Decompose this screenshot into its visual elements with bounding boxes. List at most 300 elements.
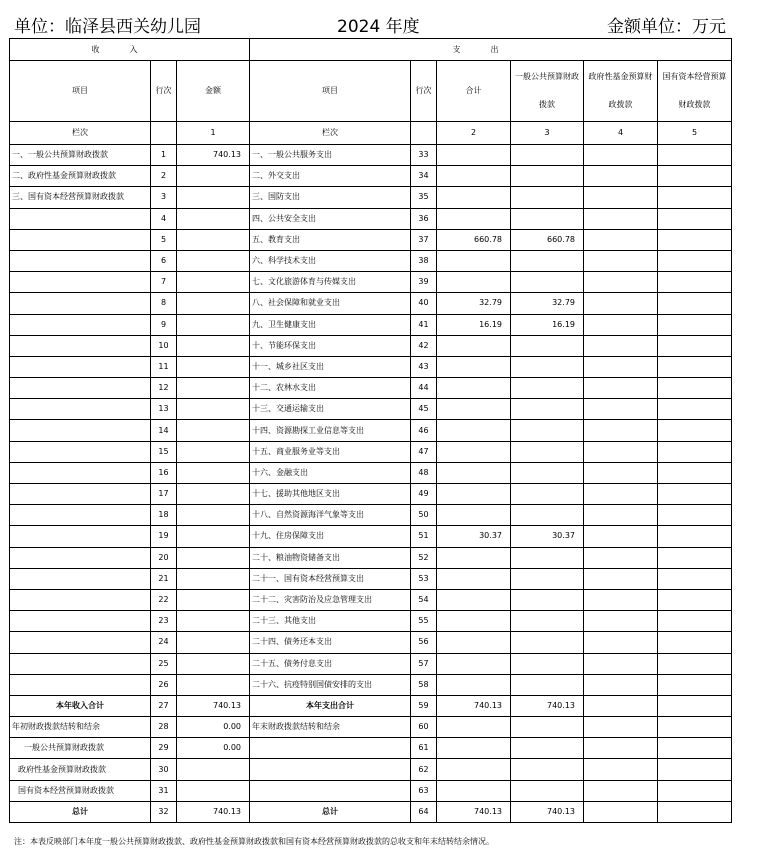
expense-general: [511, 250, 584, 271]
expense-general: [511, 399, 584, 420]
expense-gov-fund: [584, 250, 658, 271]
expense-general: [511, 589, 584, 610]
income-row-no: 22: [151, 589, 177, 610]
expense-state-capital: [658, 674, 732, 695]
expense-total: [437, 420, 511, 441]
income-item: [10, 229, 151, 250]
table-row: [10, 780, 732, 801]
income-row-no: 14: [151, 420, 177, 441]
income-item: [10, 568, 151, 589]
table-row: [10, 611, 732, 632]
expense-item: [250, 738, 411, 759]
income-row-no: 29: [151, 738, 177, 759]
expense-general: [511, 547, 584, 568]
income-item: [10, 653, 151, 674]
expense-row-no: 64: [411, 801, 437, 822]
expense-general: [511, 187, 584, 208]
expense-general: [511, 145, 584, 166]
expense-general: [511, 674, 584, 695]
income-row-no: 1: [151, 145, 177, 166]
expense-total: [437, 568, 511, 589]
expense-state-capital: [658, 272, 732, 293]
expense-state-capital: [658, 314, 732, 335]
expense-total: [437, 462, 511, 483]
expense-total: [437, 166, 511, 187]
expense-row-no: 60: [411, 717, 437, 738]
table-row: [10, 547, 732, 568]
expense-state-capital: [658, 166, 732, 187]
col-header-income-item: 项目: [10, 61, 151, 122]
expense-item: 二、外交支出: [250, 166, 411, 187]
income-item: [10, 611, 151, 632]
income-row-no: 4: [151, 208, 177, 229]
expense-item: 二十三、其他支出: [250, 611, 411, 632]
expense-general: [511, 166, 584, 187]
col-index-blank: [411, 122, 437, 145]
expense-gov-fund: [584, 399, 658, 420]
table-row: [10, 717, 732, 738]
expense-state-capital: [658, 229, 732, 250]
income-item: [10, 293, 151, 314]
expense-total: [437, 547, 511, 568]
income-section-header: 收入: [10, 39, 250, 61]
expense-state-capital: [658, 611, 732, 632]
expense-item: 二十一、国有资本经营预算支出: [250, 568, 411, 589]
income-item: 国有资本经营预算财政拨款: [10, 780, 151, 801]
expense-total: [437, 441, 511, 462]
expense-total: [437, 399, 511, 420]
col-header-general: 一般公共预算财政拨款: [511, 61, 584, 122]
expense-gov-fund: [584, 378, 658, 399]
expense-state-capital: [658, 335, 732, 356]
income-amount: 740.13: [177, 801, 250, 822]
expense-general: [511, 738, 584, 759]
expense-row-no: 41: [411, 314, 437, 335]
expense-row-no: 34: [411, 166, 437, 187]
col-index-label: 栏次: [10, 122, 151, 145]
income-row-no: 20: [151, 547, 177, 568]
expense-total: [437, 187, 511, 208]
expense-general: [511, 420, 584, 441]
expense-gov-fund: [584, 611, 658, 632]
expense-total: 16.19: [437, 314, 511, 335]
expense-row-no: 44: [411, 378, 437, 399]
col-header-expense-item: 项目: [250, 61, 411, 122]
expense-item: 二十二、灾害防治及应急管理支出: [250, 589, 411, 610]
expense-gov-fund: [584, 272, 658, 293]
expense-state-capital: [658, 526, 732, 547]
income-amount: 740.13: [177, 695, 250, 716]
income-amount: [177, 505, 250, 526]
income-item: 总计: [10, 801, 151, 822]
income-amount: [177, 314, 250, 335]
income-amount: [177, 484, 250, 505]
expense-row-no: 38: [411, 250, 437, 271]
report-header: [14, 12, 734, 36]
expense-item: 五、教育支出: [250, 229, 411, 250]
expense-gov-fund: [584, 484, 658, 505]
expense-row-no: 50: [411, 505, 437, 526]
expense-gov-fund: [584, 568, 658, 589]
expense-state-capital: [658, 484, 732, 505]
expense-row-no: 45: [411, 399, 437, 420]
income-amount: [177, 335, 250, 356]
expense-state-capital: [658, 780, 732, 801]
table-row: [10, 653, 732, 674]
expense-total: [437, 589, 511, 610]
expense-item: 总计: [250, 801, 411, 822]
income-row-no: 26: [151, 674, 177, 695]
expense-state-capital: [658, 208, 732, 229]
expense-state-capital: [658, 505, 732, 526]
income-item: 二、政府性基金预算财政拨款: [10, 166, 151, 187]
income-amount: [177, 547, 250, 568]
income-amount: [177, 611, 250, 632]
table-row: [10, 187, 732, 208]
income-amount: [177, 759, 250, 780]
expense-general: 16.19: [511, 314, 584, 335]
expense-general: [511, 759, 584, 780]
income-amount: [177, 526, 250, 547]
income-item: [10, 208, 151, 229]
expense-general: [511, 505, 584, 526]
table-row: [10, 462, 732, 483]
expense-item: [250, 759, 411, 780]
table-row: [10, 568, 732, 589]
expense-item: 十五、商业服务业等支出: [250, 441, 411, 462]
income-row-no: 28: [151, 717, 177, 738]
expense-item: 十八、自然资源海洋气象等支出: [250, 505, 411, 526]
expense-total: 740.13: [437, 801, 511, 822]
expense-item: 年末财政拨款结转和结余: [250, 717, 411, 738]
expense-gov-fund: [584, 293, 658, 314]
expense-total: [437, 145, 511, 166]
expense-gov-fund: [584, 462, 658, 483]
expense-total: [437, 356, 511, 377]
income-item: [10, 674, 151, 695]
unit-label: 单位：临泽县西关幼儿园: [14, 17, 201, 37]
table-row: [10, 356, 732, 377]
expense-item: 八、社会保障和就业支出: [250, 293, 411, 314]
expense-general: [511, 335, 584, 356]
expense-row-no: 42: [411, 335, 437, 356]
expense-item: 十三、交通运输支出: [250, 399, 411, 420]
expense-state-capital: [658, 145, 732, 166]
table-row: [10, 484, 732, 505]
table-row: [10, 695, 732, 716]
table-row: [10, 505, 732, 526]
income-row-no: 18: [151, 505, 177, 526]
expense-gov-fund: [584, 759, 658, 780]
expense-general: [511, 568, 584, 589]
income-amount: [177, 293, 250, 314]
expense-state-capital: [658, 378, 732, 399]
income-row-no: 9: [151, 314, 177, 335]
expense-state-capital: [658, 801, 732, 822]
expense-gov-fund: [584, 166, 658, 187]
income-item: [10, 589, 151, 610]
expense-item: 十七、援助其他地区支出: [250, 484, 411, 505]
income-amount: [177, 378, 250, 399]
income-row-no: 17: [151, 484, 177, 505]
expense-gov-fund: [584, 632, 658, 653]
expense-total: [437, 505, 511, 526]
expense-state-capital: [658, 250, 732, 271]
expense-general: [511, 208, 584, 229]
income-item: [10, 632, 151, 653]
expense-row-no: 39: [411, 272, 437, 293]
table-row: [10, 250, 732, 271]
expense-general: [511, 780, 584, 801]
income-row-no: 12: [151, 378, 177, 399]
expense-gov-fund: [584, 547, 658, 568]
expense-item: 二十四、债务还本支出: [250, 632, 411, 653]
expense-total: 32.79: [437, 293, 511, 314]
expense-total: 660.78: [437, 229, 511, 250]
income-item: [10, 420, 151, 441]
table-row: [10, 145, 732, 166]
expense-item: 二十五、债务付息支出: [250, 653, 411, 674]
table-row: [10, 208, 732, 229]
table-row: [10, 738, 732, 759]
expense-total: [437, 208, 511, 229]
col-index-label-expense: 栏次: [250, 122, 411, 145]
expense-gov-fund: [584, 526, 658, 547]
expense-gov-fund: [584, 674, 658, 695]
expense-row-no: 54: [411, 589, 437, 610]
income-item: 本年收入合计: [10, 695, 151, 716]
expense-gov-fund: [584, 695, 658, 716]
income-row-no: 23: [151, 611, 177, 632]
col-index-blank: [151, 122, 177, 145]
income-amount: [177, 589, 250, 610]
expense-gov-fund: [584, 801, 658, 822]
col-header-state-capital: 国有资本经营预算财政拨款: [658, 61, 732, 122]
expense-general: [511, 717, 584, 738]
income-row-no: 7: [151, 272, 177, 293]
table-row: [10, 759, 732, 780]
expense-row-no: 52: [411, 547, 437, 568]
expense-total: [437, 674, 511, 695]
income-row-no: 16: [151, 462, 177, 483]
expense-total: [437, 653, 511, 674]
money-unit-label: 金额单位：万元: [607, 17, 726, 37]
table-body: [10, 145, 732, 823]
income-amount: [177, 568, 250, 589]
expense-row-no: 46: [411, 420, 437, 441]
expense-state-capital: [658, 356, 732, 377]
income-row-no: 19: [151, 526, 177, 547]
income-row-no: 32: [151, 801, 177, 822]
expense-general: [511, 484, 584, 505]
income-amount: [177, 272, 250, 293]
income-row-no: 6: [151, 250, 177, 271]
expense-item: 十九、住房保障支出: [250, 526, 411, 547]
table-row: [10, 293, 732, 314]
expense-total: [437, 759, 511, 780]
expense-item: 六、科学技术支出: [250, 250, 411, 271]
table-row: [10, 166, 732, 187]
income-row-no: 3: [151, 187, 177, 208]
table-row: [10, 526, 732, 547]
income-amount: [177, 356, 250, 377]
expense-item: 十四、资源勘探工业信息等支出: [250, 420, 411, 441]
income-item: [10, 378, 151, 399]
expense-row-no: 40: [411, 293, 437, 314]
expense-item: 十六、金融支出: [250, 462, 411, 483]
expense-item: 二十、粮油物资储备支出: [250, 547, 411, 568]
expense-total: [437, 738, 511, 759]
expense-state-capital: [658, 653, 732, 674]
income-item: 一般公共预算财政拨款: [10, 738, 151, 759]
expense-item: 四、公共安全支出: [250, 208, 411, 229]
expense-state-capital: [658, 738, 732, 759]
income-amount: [177, 187, 250, 208]
expense-total: [437, 378, 511, 399]
income-amount: [177, 653, 250, 674]
expense-row-no: 59: [411, 695, 437, 716]
table-row: [10, 589, 732, 610]
income-item: 政府性基金预算财政拨款: [10, 759, 151, 780]
expense-total: 740.13: [437, 695, 511, 716]
expense-row-no: 63: [411, 780, 437, 801]
expense-gov-fund: [584, 738, 658, 759]
financial-summary-table: [9, 38, 732, 823]
expense-general: 32.79: [511, 293, 584, 314]
expense-row-no: 49: [411, 484, 437, 505]
table-row: [10, 674, 732, 695]
expense-gov-fund: [584, 208, 658, 229]
expense-section-header: 支出: [250, 39, 732, 61]
expense-state-capital: [658, 632, 732, 653]
expense-general: 740.13: [511, 801, 584, 822]
table-row: [10, 314, 732, 335]
col-header-income-amount: 金额: [177, 61, 250, 122]
col-index-5: 5: [658, 122, 732, 145]
expense-state-capital: [658, 399, 732, 420]
income-amount: [177, 462, 250, 483]
income-amount: 0.00: [177, 717, 250, 738]
footnote: 注：本表反映部门本年度一般公共预算财政拨款、政府性基金预算财政拨款和国有资本经营预算财政拨款的总收支和年末结转结余情况。: [14, 837, 494, 846]
expense-row-no: 48: [411, 462, 437, 483]
expense-gov-fund: [584, 717, 658, 738]
income-row-no: 30: [151, 759, 177, 780]
income-amount: 740.13: [177, 145, 250, 166]
col-header-income-rowno: 行次: [151, 61, 177, 122]
expense-state-capital: [658, 420, 732, 441]
expense-general: [511, 611, 584, 632]
expense-gov-fund: [584, 229, 658, 250]
income-item: [10, 505, 151, 526]
expense-state-capital: [658, 462, 732, 483]
income-item: [10, 484, 151, 505]
expense-state-capital: [658, 589, 732, 610]
expense-state-capital: [658, 717, 732, 738]
expense-general: 30.37: [511, 526, 584, 547]
expense-general: [511, 356, 584, 377]
expense-general: [511, 632, 584, 653]
income-amount: 0.00: [177, 738, 250, 759]
expense-gov-fund: [584, 335, 658, 356]
expense-gov-fund: [584, 145, 658, 166]
expense-general: 660.78: [511, 229, 584, 250]
expense-item: 一、一般公共服务支出: [250, 145, 411, 166]
income-row-no: 21: [151, 568, 177, 589]
expense-row-no: 55: [411, 611, 437, 632]
income-row-no: 10: [151, 335, 177, 356]
expense-row-no: 36: [411, 208, 437, 229]
table-row: [10, 229, 732, 250]
income-row-no: 11: [151, 356, 177, 377]
expense-gov-fund: [584, 505, 658, 526]
income-row-no: 27: [151, 695, 177, 716]
income-item: [10, 441, 151, 462]
expense-row-no: 43: [411, 356, 437, 377]
income-amount: [177, 250, 250, 271]
income-amount: [177, 632, 250, 653]
expense-general: 740.13: [511, 695, 584, 716]
expense-row-no: 47: [411, 441, 437, 462]
expense-total: [437, 335, 511, 356]
col-header-total: 合计: [437, 61, 511, 122]
expense-gov-fund: [584, 187, 658, 208]
expense-gov-fund: [584, 780, 658, 801]
income-item: [10, 356, 151, 377]
expense-row-no: 57: [411, 653, 437, 674]
expense-total: [437, 611, 511, 632]
expense-item: [250, 780, 411, 801]
income-row-no: 25: [151, 653, 177, 674]
expense-total: 30.37: [437, 526, 511, 547]
expense-gov-fund: [584, 589, 658, 610]
income-amount: [177, 229, 250, 250]
col-header-expense-rowno: 行次: [411, 61, 437, 122]
col-index-4: 4: [584, 122, 658, 145]
expense-state-capital: [658, 695, 732, 716]
expense-total: [437, 272, 511, 293]
income-amount: [177, 420, 250, 441]
expense-row-no: 53: [411, 568, 437, 589]
income-item: [10, 250, 151, 271]
expense-row-no: 62: [411, 759, 437, 780]
expense-item: 七、文化旅游体育与传媒支出: [250, 272, 411, 293]
expense-general: [511, 378, 584, 399]
income-item: [10, 272, 151, 293]
table-row: [10, 441, 732, 462]
col-header-gov-fund: 政府性基金预算财政拨款: [584, 61, 658, 122]
col-index-3: 3: [511, 122, 584, 145]
expense-row-no: 35: [411, 187, 437, 208]
table-row: [10, 399, 732, 420]
income-item: [10, 526, 151, 547]
col-index-1: 1: [177, 122, 250, 145]
expense-item: 十二、农林水支出: [250, 378, 411, 399]
income-row-no: 2: [151, 166, 177, 187]
expense-gov-fund: [584, 356, 658, 377]
col-index-2: 2: [437, 122, 511, 145]
expense-general: [511, 441, 584, 462]
expense-row-no: 33: [411, 145, 437, 166]
income-row-no: 15: [151, 441, 177, 462]
income-row-no: 13: [151, 399, 177, 420]
report-year: 2024 年度: [337, 17, 420, 37]
expense-total: [437, 632, 511, 653]
expense-item: 三、国防支出: [250, 187, 411, 208]
expense-state-capital: [658, 759, 732, 780]
expense-general: [511, 653, 584, 674]
income-item: [10, 335, 151, 356]
expense-row-no: 37: [411, 229, 437, 250]
